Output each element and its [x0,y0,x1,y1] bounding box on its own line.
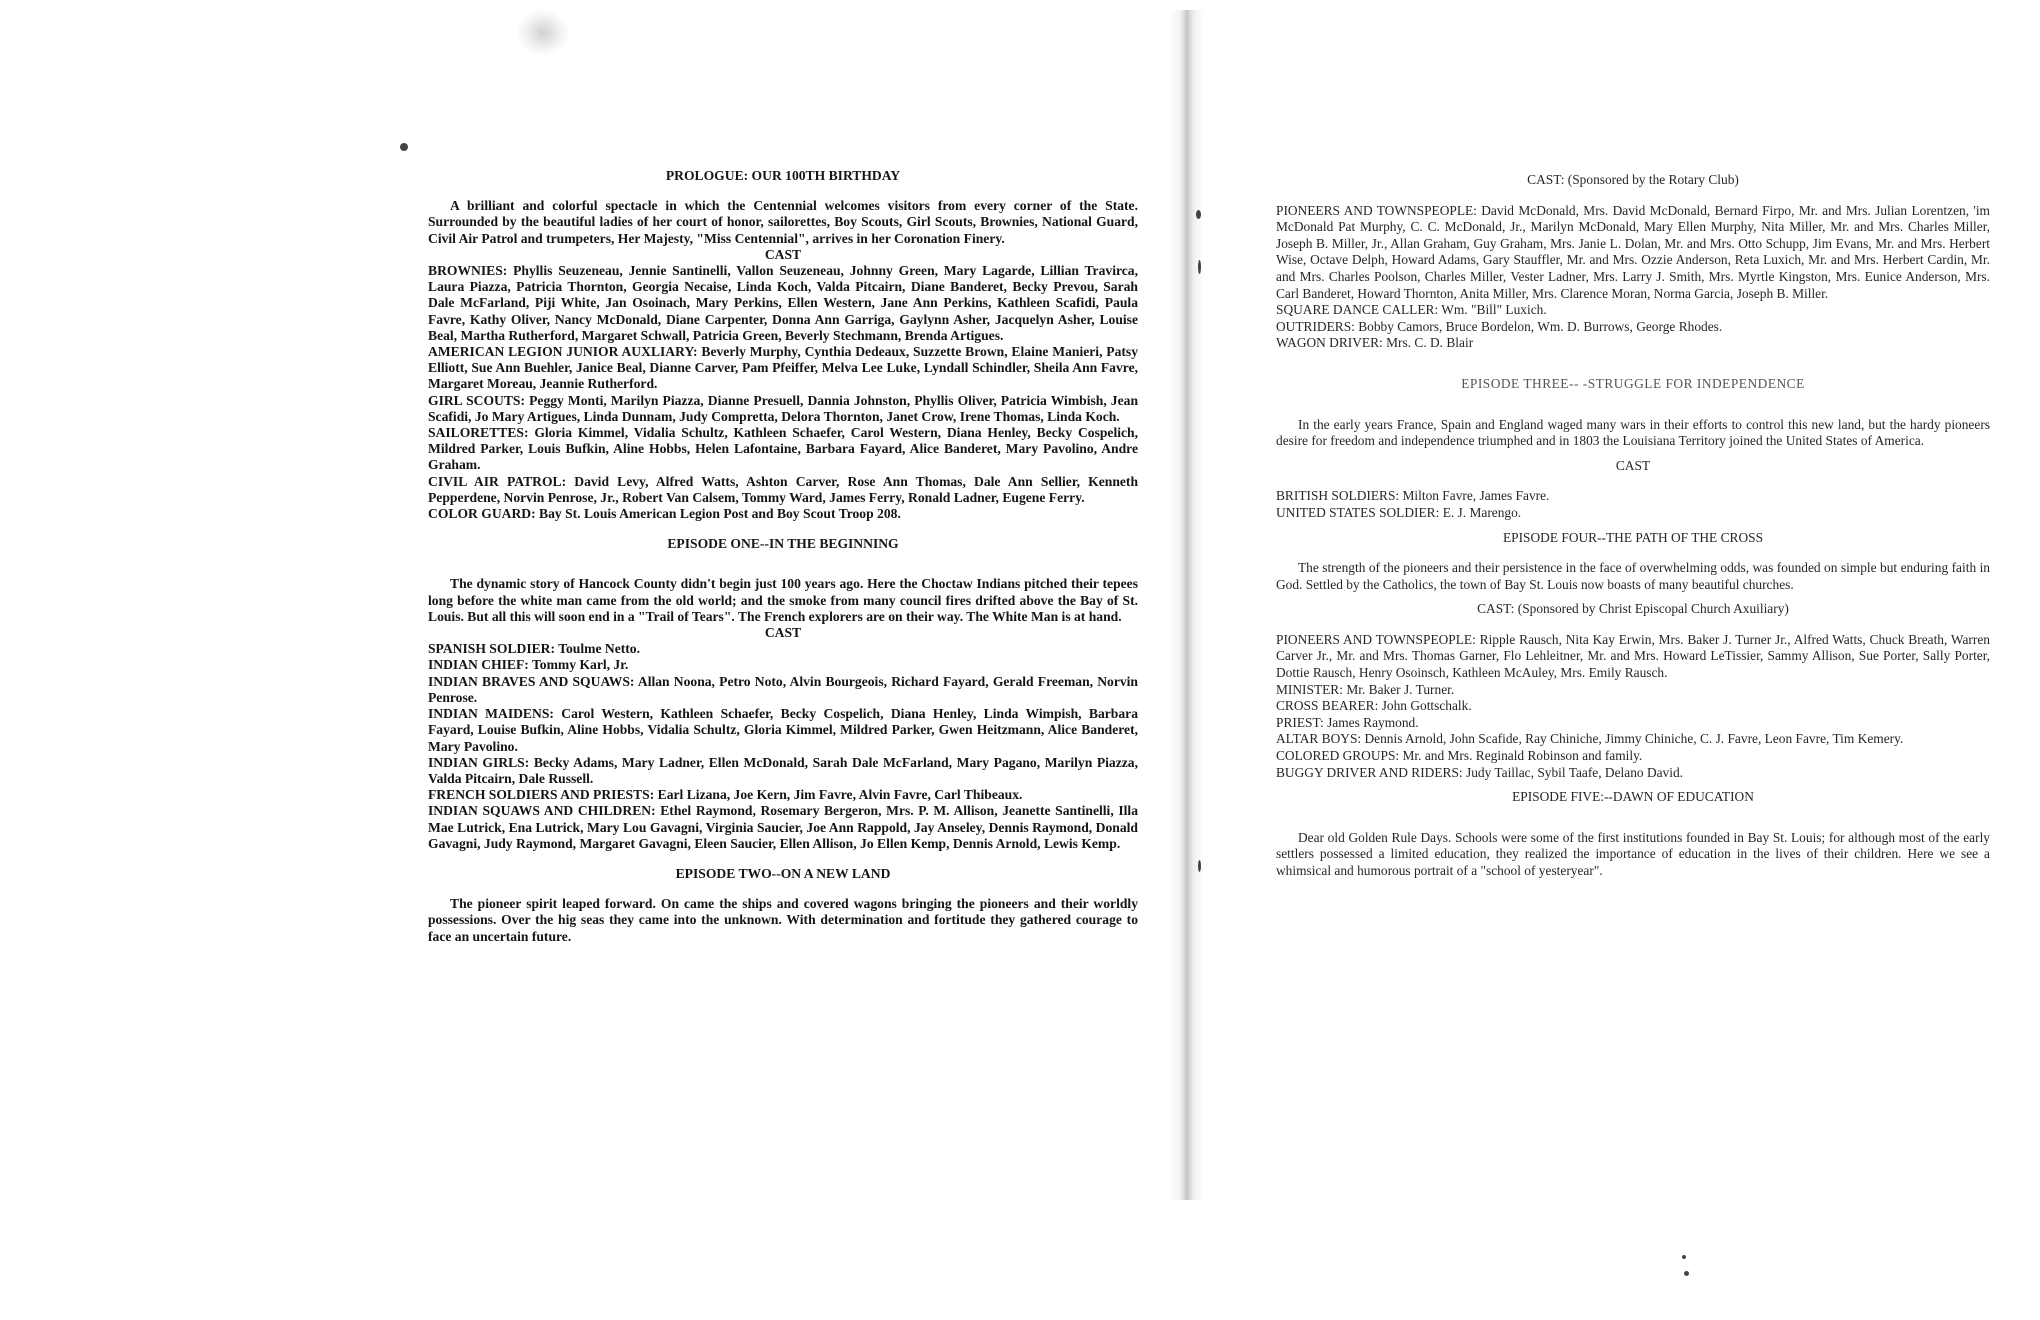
cast-heading: CAST [764,625,802,641]
cast-role: SPANISH SOLDIER: [428,641,556,657]
cast-names: David Levy, Alfred Watts, Ashton Carver, Rose Ann Thomas, Dale Ann Sellier, Kenneth Pepperdene, Norvin Penrose, Jr., Robert Van Calsem, Tommy Ward, James Ferry, Ronald Ladner, Eugene Ferry. [428,473,1139,505]
prologue-cast-list [428,263,1138,522]
prologue-title: PROLOGUE: OUR 100TH BIRTHDAY [665,168,901,183]
episode-one-cast-list [428,641,1138,852]
cast-heading: CAST [764,246,802,262]
cast-heading: CAST [1615,457,1651,473]
cast-names: Earl Lizana, Joe Kern, Jim Favre, Alvin Favre, Carl Thibeaux. [657,787,1023,803]
cast-entry [1276,731,1990,748]
cast-entry [428,674,1138,706]
cast-entry [428,706,1138,755]
cast-entry [1276,302,1990,319]
cast-entry [428,755,1138,787]
cast-role: CIVIL AIR PATROL: [428,473,567,489]
episode-two-paragraph: The pioneer spirit leaped forward. On came the ships and covered wagons bringing the pioneers and their worldly possessions. Over the hig seas they came into the unknown. With determination and fortitude they gathered courage to face an uncertain future. [428,896,1138,944]
cast-role: WAGON DRIVER: [1276,335,1383,351]
cast-role: INDIAN GIRLS: [428,754,530,770]
episode-one-paragraph: The dynamic story of Hancock County didn't begin just 100 years ago. Here the Choctaw Indians pitched their tepees long before the white man came from the old world; and the smoke from many council fires drifted above the Bay of St. Louis. But all this will soon end in a "Trail of Tears". The French explorers are on their way. The White Man is at hand. [428,576,1138,624]
cast-role: BUGGY DRIVER AND RIDERS: [1276,764,1463,780]
cast-names: Mr. and Mrs. Reginald Robinson and family. [1402,748,1643,764]
episode-four-paragraph: The strength of the pioneers and their persistence in the face of overwhelming odds, was founded on simple but enduring faith in God. Settled by the Catholics, the town of Bay St. Louis now boasts of many beautiful churches. [1276,560,1990,592]
cast-names: Dennis Arnold, John Scafide, Ray Chiniche, Jimmy Chiniche, C. J. Favre, Leon Favre, Tim Kemery. [1364,731,1904,747]
right-page-column [1276,172,1990,880]
cast-names: Wm. "Bill" Luxich. [1441,302,1547,318]
episode-four-cast-sponsor: CAST: (Sponsored by Christ Episcopal Church Axuiliary) [1477,601,1789,617]
cast-names: Mrs. C. D. Blair [1386,335,1474,351]
cast-entry [1276,505,1990,522]
cast-role: INDIAN BRAVES AND SQUAWS: [428,673,635,689]
cast-entry [428,803,1138,852]
cast-names: Ethel Raymond, Rosemary Bergeron, Mrs. P. M. Allison, Jeanette Santinelli, Illa Mae Lutrick, Ena Lutrick, Mary Lou Gavagni, Virginia Saucier, Joe Ann Rappold, Jay Anseley, Dennis Raymond, Donald Gavagni, Judy Raymond, Margaret Gavagni, Eleen Saucier, Ellen Allison, Jo Ellen Kemp, Dennis Arnold, Lewis Kemp. [428,803,1138,851]
cast-names: Carol Western, Kathleen Schaefer, Becky Cospelich, Diana Henley, Linda Wimpish, Barbara Fayard, Louise Bufkin, Aline Hobbs, Vidalia Schultz, Gloria Kimmel, Mildred Parker, Gwen Heitzmann, Alice Banderet, Mary Pavolino. [428,706,1138,754]
cast-role: UNITED STATES SOLDIER: [1276,504,1440,520]
episode-one-title: EPISODE ONE--IN THE BEGINNING [667,536,899,552]
episode-three-cast-list [1276,488,1990,521]
cast-role: INDIAN SQUAWS AND CHILDREN: [428,803,656,819]
cast-entry [428,344,1138,393]
cast-entry [428,425,1138,474]
cast-entry [1276,715,1990,732]
cast-role: INDIAN MAIDENS: [428,706,554,722]
prologue-paragraph: A brilliant and colorful spectacle in which the Centennial welcomes visitors from every corner of the State. Surrounded by the beautiful ladies of her court of honor, sailorettes, Boy Scouts, Girl Scouts, Brownies, National Guard, Civil Air Patrol and trumpeters, Her Majesty, "Miss Centennial", arrives in her Coronation Finery. [428,198,1138,246]
cast-names: John Gottschalk. [1381,698,1472,714]
cast-entry [428,474,1138,506]
cast-role: FRENCH SOLDIERS AND PRIESTS: [428,787,655,803]
cast-names: Mr. Baker J. Turner. [1346,681,1455,697]
cast-entry [1276,682,1990,699]
cast-entry [1276,698,1990,715]
episode-five-paragraph: Dear old Golden Rule Days. Schools were some of the first institutions founded in Bay St. Louis; for although most of the early settlers possessed a limited education, they realized the importance of education in the lives of their children. Here we see a whimsical and humorous portrait of a "school of yesteryear". [1276,829,1990,878]
cast-entry [1276,319,1990,336]
cast-names: Allan Noona, Petro Noto, Alvin Bourgeois, Richard Fayard, Gerald Freeman, Norvin Penrose. [428,673,1138,705]
episode-two-cast-sponsor: CAST: (Sponsored by the Rotary Club) [1527,172,1739,187]
episode-two-title: EPISODE TWO--ON A NEW LAND [675,865,891,881]
cast-entry [428,641,1138,657]
cast-role: MINISTER: [1276,681,1343,697]
cast-entry [1276,748,1990,765]
cast-entry [428,393,1138,425]
cast-role: BRITISH SOLDIERS: [1276,488,1400,504]
cast-names: James Raymond. [1327,714,1419,730]
cast-role: ALTAR BOYS: [1276,731,1362,747]
cast-role: SAILORETTES: [428,425,529,441]
cast-role: INDIAN CHIEF: [428,657,529,673]
cast-role: AMERICAN LEGION JUNIOR AUXLIARY: [428,344,698,360]
cast-entry [428,657,1138,673]
cast-names: Toulme Netto. [558,641,640,657]
cast-names: Judy Taillac, Sybil Taafe, Delano David. [1465,764,1684,780]
cast-role: PIONEERS AND TOWNSPEOPLE: [1276,631,1476,647]
episode-four-title: EPISODE FOUR--THE PATH OF THE CROSS [1502,529,1764,545]
episode-five-title: EPISODE FIVE:--DAWN OF EDUCATION [1512,789,1754,805]
episode-two-cast-list [1276,203,1990,352]
cast-role: GIRL SCOUTS: [428,392,526,408]
cast-entry [1276,765,1990,782]
cast-names: Gloria Kimmel, Vidalia Schultz, Kathleen Schaefer, Carol Western, Diana Henley, Becky Cospelich, Mildred Parker, Louis Bufkin, Aline Hobbs, Helen Lafontaine, Barbara Fayard, Alice Banderet, Mary Pavolino, Andre Graham. [428,425,1138,473]
cast-role: PIONEERS AND TOWNSPEOPLE: [1276,202,1477,218]
cast-names: Peggy Monti, Marilyn Piazza, Dianne Presuell, Dannia Johnston, Phyllis Oliver, Patricia Wimbish, Jean Scafidi, Jo Mary Artigues, Linda Dunnam, Judy Compretta, Delora Thornton, Janet Crow, Irene Thomas, Linda Koch. [428,392,1138,424]
episode-three-paragraph: In the early years France, Spain and England waged many wars in their efforts to control this new land, but the hardy pioneers desire for freedom and independence triumphed and in 1803 the Louisiana Territory joined the United States of America. [1276,416,1990,449]
cast-entry [1276,632,1990,682]
cast-role: OUTRIDERS: [1276,318,1355,334]
cast-role: COLORED GROUPS: [1276,748,1400,764]
cast-entry [428,787,1138,803]
cast-role: SQUARE DANCE CALLER: [1276,302,1439,318]
cast-role: COLOR GUARD: [428,506,536,522]
cast-role: CROSS BEARER: [1276,698,1379,714]
cast-entry [1276,335,1990,352]
episode-four-cast-list [1276,632,1990,781]
cast-names: Milton Favre, James Favre. [1402,488,1550,504]
cast-entry [428,263,1138,344]
cast-names: Bay St. Louis American Legion Post and Boy Scout Troop 208. [539,506,901,522]
cast-names: Bobby Camors, Bruce Bordelon, Wm. D. Burrows, George Rhodes. [1358,318,1723,334]
cast-entry [428,506,1138,522]
cast-names: Tommy Karl, Jr. [531,657,629,673]
cast-names: E. J. Marengo. [1442,504,1522,520]
cast-role: PRIEST: [1276,714,1324,730]
cast-role: BROWNIES: [428,263,508,279]
cast-names: Becky Adams, Mary Ladner, Ellen McDonald, Sarah Dale McFarland, Mary Pagano, Marilyn Piazza, Valda Pitcairn, Dale Russell. [428,754,1138,786]
cast-entry [1276,488,1990,505]
cast-names: Beverly Murphy, Cynthia Dedeaux, Suzzette Brown, Elaine Manieri, Patsy Elliott, Sue Ann Buehler, Janice Beal, Dianne Carver, Pam Pfeiffer, Melva Lee Luke, Lyndall Schindler, Sheila Ann Favre, Margaret Moreau, Jeannie Rutherford. [428,344,1139,392]
cast-entry [1276,203,1990,303]
episode-three-title: EPISODE THREE-- -STRUGGLE FOR INDEPENDENCE [1461,375,1805,391]
cast-names: Phyllis Seuzeneau, Jennie Santinelli, Vallon Seuzeneau, Johnny Green, Mary Lagarde, Lillian Travirca, Laura Piazza, Patricia Thornton, Georgia Necaise, Linda Koch, Valda Pitcairn, Diane Banderet, Becky Prevou, Sarah Dale McFarland, Piji White, Jan Osoinach, Mary Perkins, Ellen Western, Jane Ann Perkins, Kathleen Scafidi, Paula Favre, Kathy Oliver, Nancy McDonald, Diane Carpenter, Donna Ann Garriga, Gaylynn Asher, Jacquelyn Asher, Louise Beal, Martha Rutherford, Margaret Schwall, Patricia Green, Beverly Stechmann, Brenda Artigues. [428,263,1138,343]
cast-names: David McDonald, Mrs. David McDonald, Bernard Firpo, Mr. and Mrs. Julian Lorentzen, 'im McDonald Pat Murphy, C. C. McDonald, Jr., Marilyn McDonald, Mary Ellen Murphy, Nita Miller, Mr. and Mrs. Charles Miller, Joseph B. Miller, Jr., Allan Graham, Guy Graham, Mrs. Janie L. Dolan, Mr. and Mrs. Otto Schupp, Jim Evans, Mr. and Mrs. Herbert Wise, Octave Delph, Howard Adams, Gary Stauffler, Mr. and Mrs. Ozzie Anderson, Reta Luxich, Mr. and Mrs. Herbert Cardin, Mr. and Mrs. Charles Poolson, Charles Miller, Vester Ladner, Mrs. Larry J. Smith, Mrs. Myrtle Kingston, Mrs. Eunice Anderson, Mrs. Carl Banderet, Howard Thornton, Anita Miller, Mrs. Clarence Moran, Norma Garcia, Joseph B. Miller. [1276,202,1990,301]
cast-names: Ripple Rausch, Nita Kay Erwin, Mrs. Baker J. Turner Jr., Alfred Watts, Chuck Breath, Warren Carver Jr., Mr. and Mrs. Thomas Garner, Flo Lehleitner, Mr. and Mrs. Howard LeTissier, Sammy Allison, Sue Porter, Sally Porter, Dottie Rausch, Henry Osoinsch, Kathleen McAuley, Mrs. Emily Rausch. [1276,631,1990,681]
left-page-column [428,168,1138,945]
